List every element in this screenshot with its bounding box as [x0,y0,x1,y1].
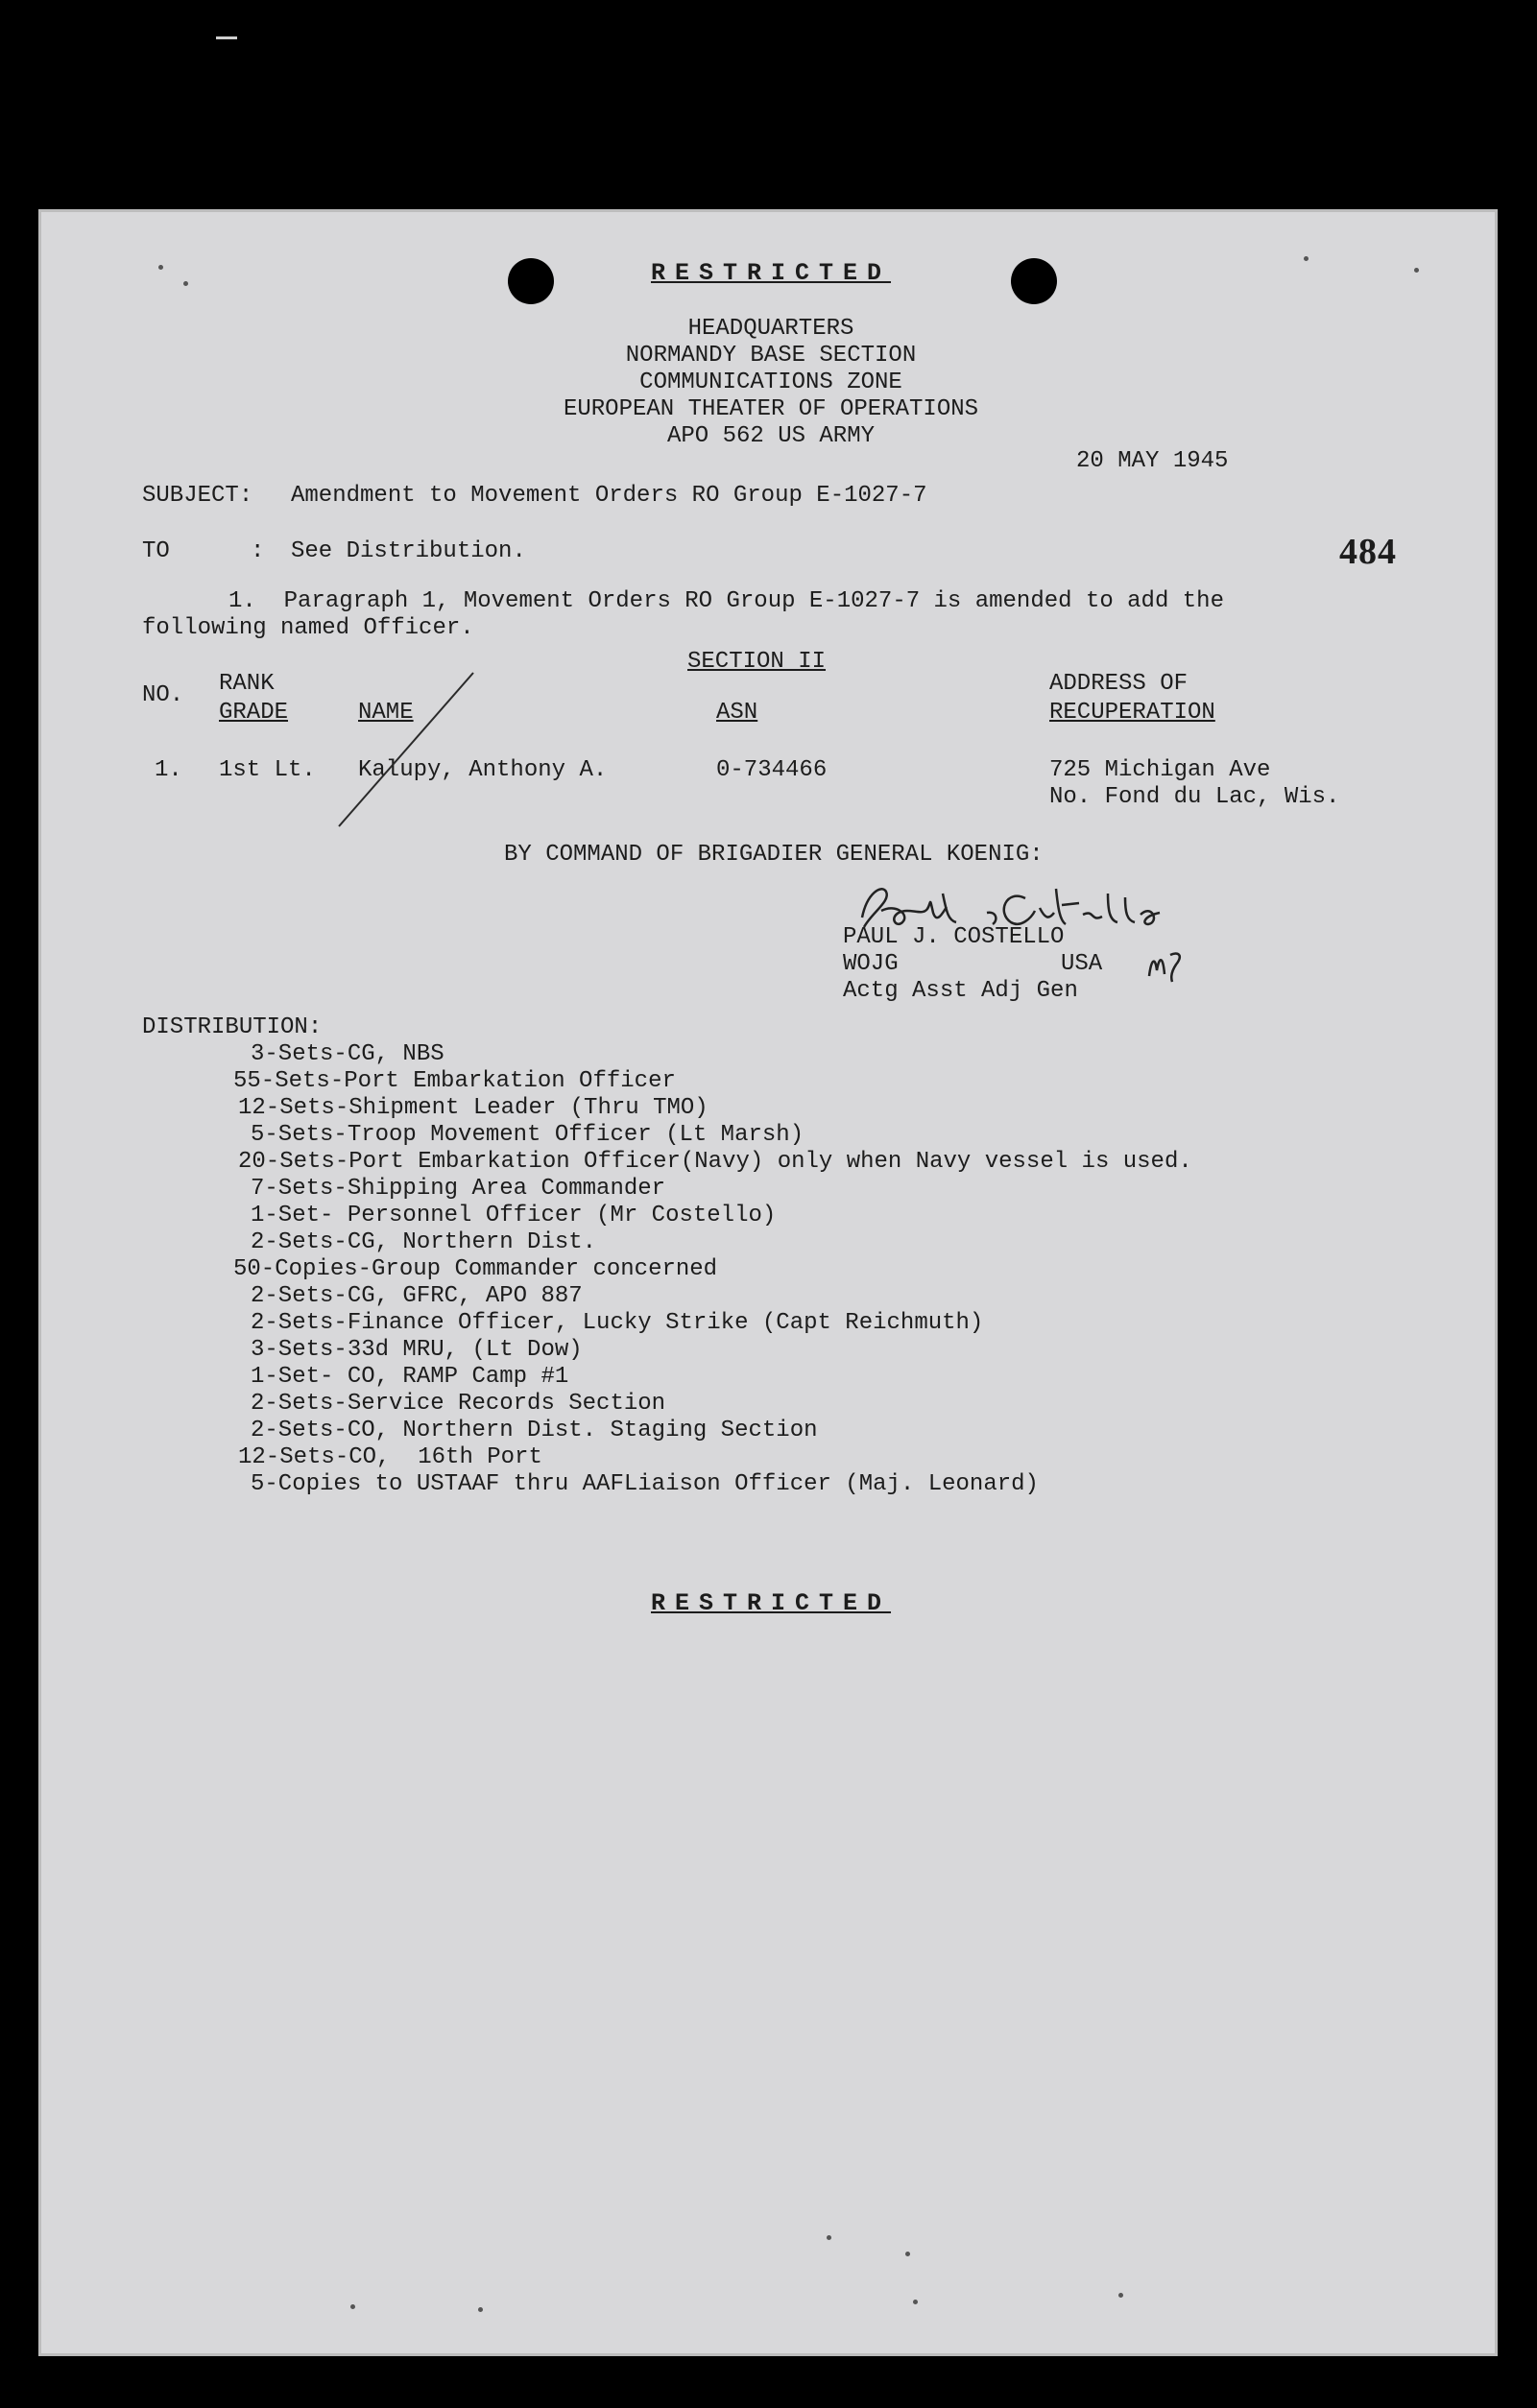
distribution-item: 3-Sets-33d MRU, (Lt Dow) [251,1337,583,1363]
handwritten-initials [1143,942,1189,988]
subject-text: Amendment to Movement Orders RO Group E-1027-7 [291,483,927,509]
col-header-address-2: RECUPERATION [1049,700,1215,726]
distribution-item: 55-Sets-Port Embarkation Officer [233,1068,676,1094]
pen-slash-mark [329,663,502,836]
col-header-rank: RANK [219,671,275,697]
col-header-address-1: ADDRESS OF [1049,671,1189,697]
paragraph-line-2: following named Officer. [142,615,474,641]
paragraph-line-1: 1. Paragraph 1, Movement Orders RO Group E-1027-7 is amended to add the [228,588,1224,614]
distribution-item: 5-Sets-Troop Movement Officer (Lt Marsh) [251,1122,805,1148]
to-label: TO [142,538,170,564]
paper-speck [905,2252,910,2256]
row-asn: 0-734466 [716,757,828,783]
distribution-item: 50-Copies-Group Commander concerned [233,1256,718,1282]
document-page [38,209,1498,2356]
subject-label: SUBJECT: [142,483,253,509]
paper-speck [827,2235,831,2240]
signatory-name: PAUL J. COSTELLO [843,924,1065,950]
signatory-rank: WOJG [843,951,899,977]
command-line: BY COMMAND OF BRIGADIER GENERAL KOENIG: [504,842,1044,868]
row-address-1: 725 Michigan Ave [1049,757,1271,783]
col-header-grade: GRADE [219,700,289,726]
header-line-4: EUROPEAN THEATER OF OPERATIONS [563,396,979,422]
scan-edge-mark [216,36,237,39]
distribution-item: 1-Set- Personnel Officer (Mr Costello) [251,1203,777,1228]
col-header-asn: ASN [716,700,758,726]
header-line-5: APO 562 US ARMY [666,423,876,449]
col-header-no: NO. [142,682,184,708]
distribution-item: 20-Sets-Port Embarkation Officer(Navy) only when Navy vessel is used. [238,1149,1192,1175]
classification-bottom: RESTRICTED [650,1589,892,1617]
paper-speck [350,2304,355,2309]
signatory-title: Actg Asst Adj Gen [843,978,1078,1004]
distribution-item: 2-Sets-CG, Northern Dist. [251,1229,597,1255]
distribution-item: 2-Sets-CG, GFRC, APO 887 [251,1283,583,1309]
col-header-name: NAME [358,700,414,726]
paper-speck [913,2300,918,2304]
row-name: Kalupy, Anthony A. [358,757,608,783]
document-date: 20 MAY 1945 [1076,448,1229,474]
distribution-item: 2-Sets-Finance Officer, Lucky Strike (Capt Reichmuth) [251,1310,984,1336]
distribution-item: 7-Sets-Shipping Area Commander [251,1176,666,1202]
distribution-item: 5-Copies to USTAAF thru AAFLiaison Officer (Maj. Leonard) [251,1471,1039,1497]
row-no: 1. [155,757,182,783]
header-line-3: COMMUNICATIONS ZONE [639,370,902,395]
distribution-item: 3-Sets-CG, NBS [251,1041,444,1067]
row-address-2: No. Fond du Lac, Wis. [1049,784,1340,810]
paper-speck [478,2307,483,2312]
distribution-label: DISTRIBUTION: [142,1014,323,1040]
distribution-item: 2-Sets-Service Records Section [251,1391,666,1417]
row-grade: 1st Lt. [219,757,316,783]
header-line-2: NORMANDY BASE SECTION [625,343,917,369]
section-title: SECTION II [687,649,827,675]
to-text: See Distribution. [291,538,526,564]
page-number: 484 [1339,532,1397,572]
distribution-item: 1-Set- CO, RAMP Camp #1 [251,1364,569,1390]
classification-top: RESTRICTED [650,259,892,287]
signatory-branch: USA [1061,951,1103,977]
to-colon: : [251,538,265,564]
distribution-item: 2-Sets-CO, Northern Dist. Staging Section [251,1418,818,1443]
paper-speck [1118,2293,1123,2298]
distribution-item: 12-Sets-CO, 16th Port [238,1444,542,1470]
distribution-item: 12-Sets-Shipment Leader (Thru TMO) [238,1095,708,1121]
header-line-1: HEADQUARTERS [687,316,854,342]
